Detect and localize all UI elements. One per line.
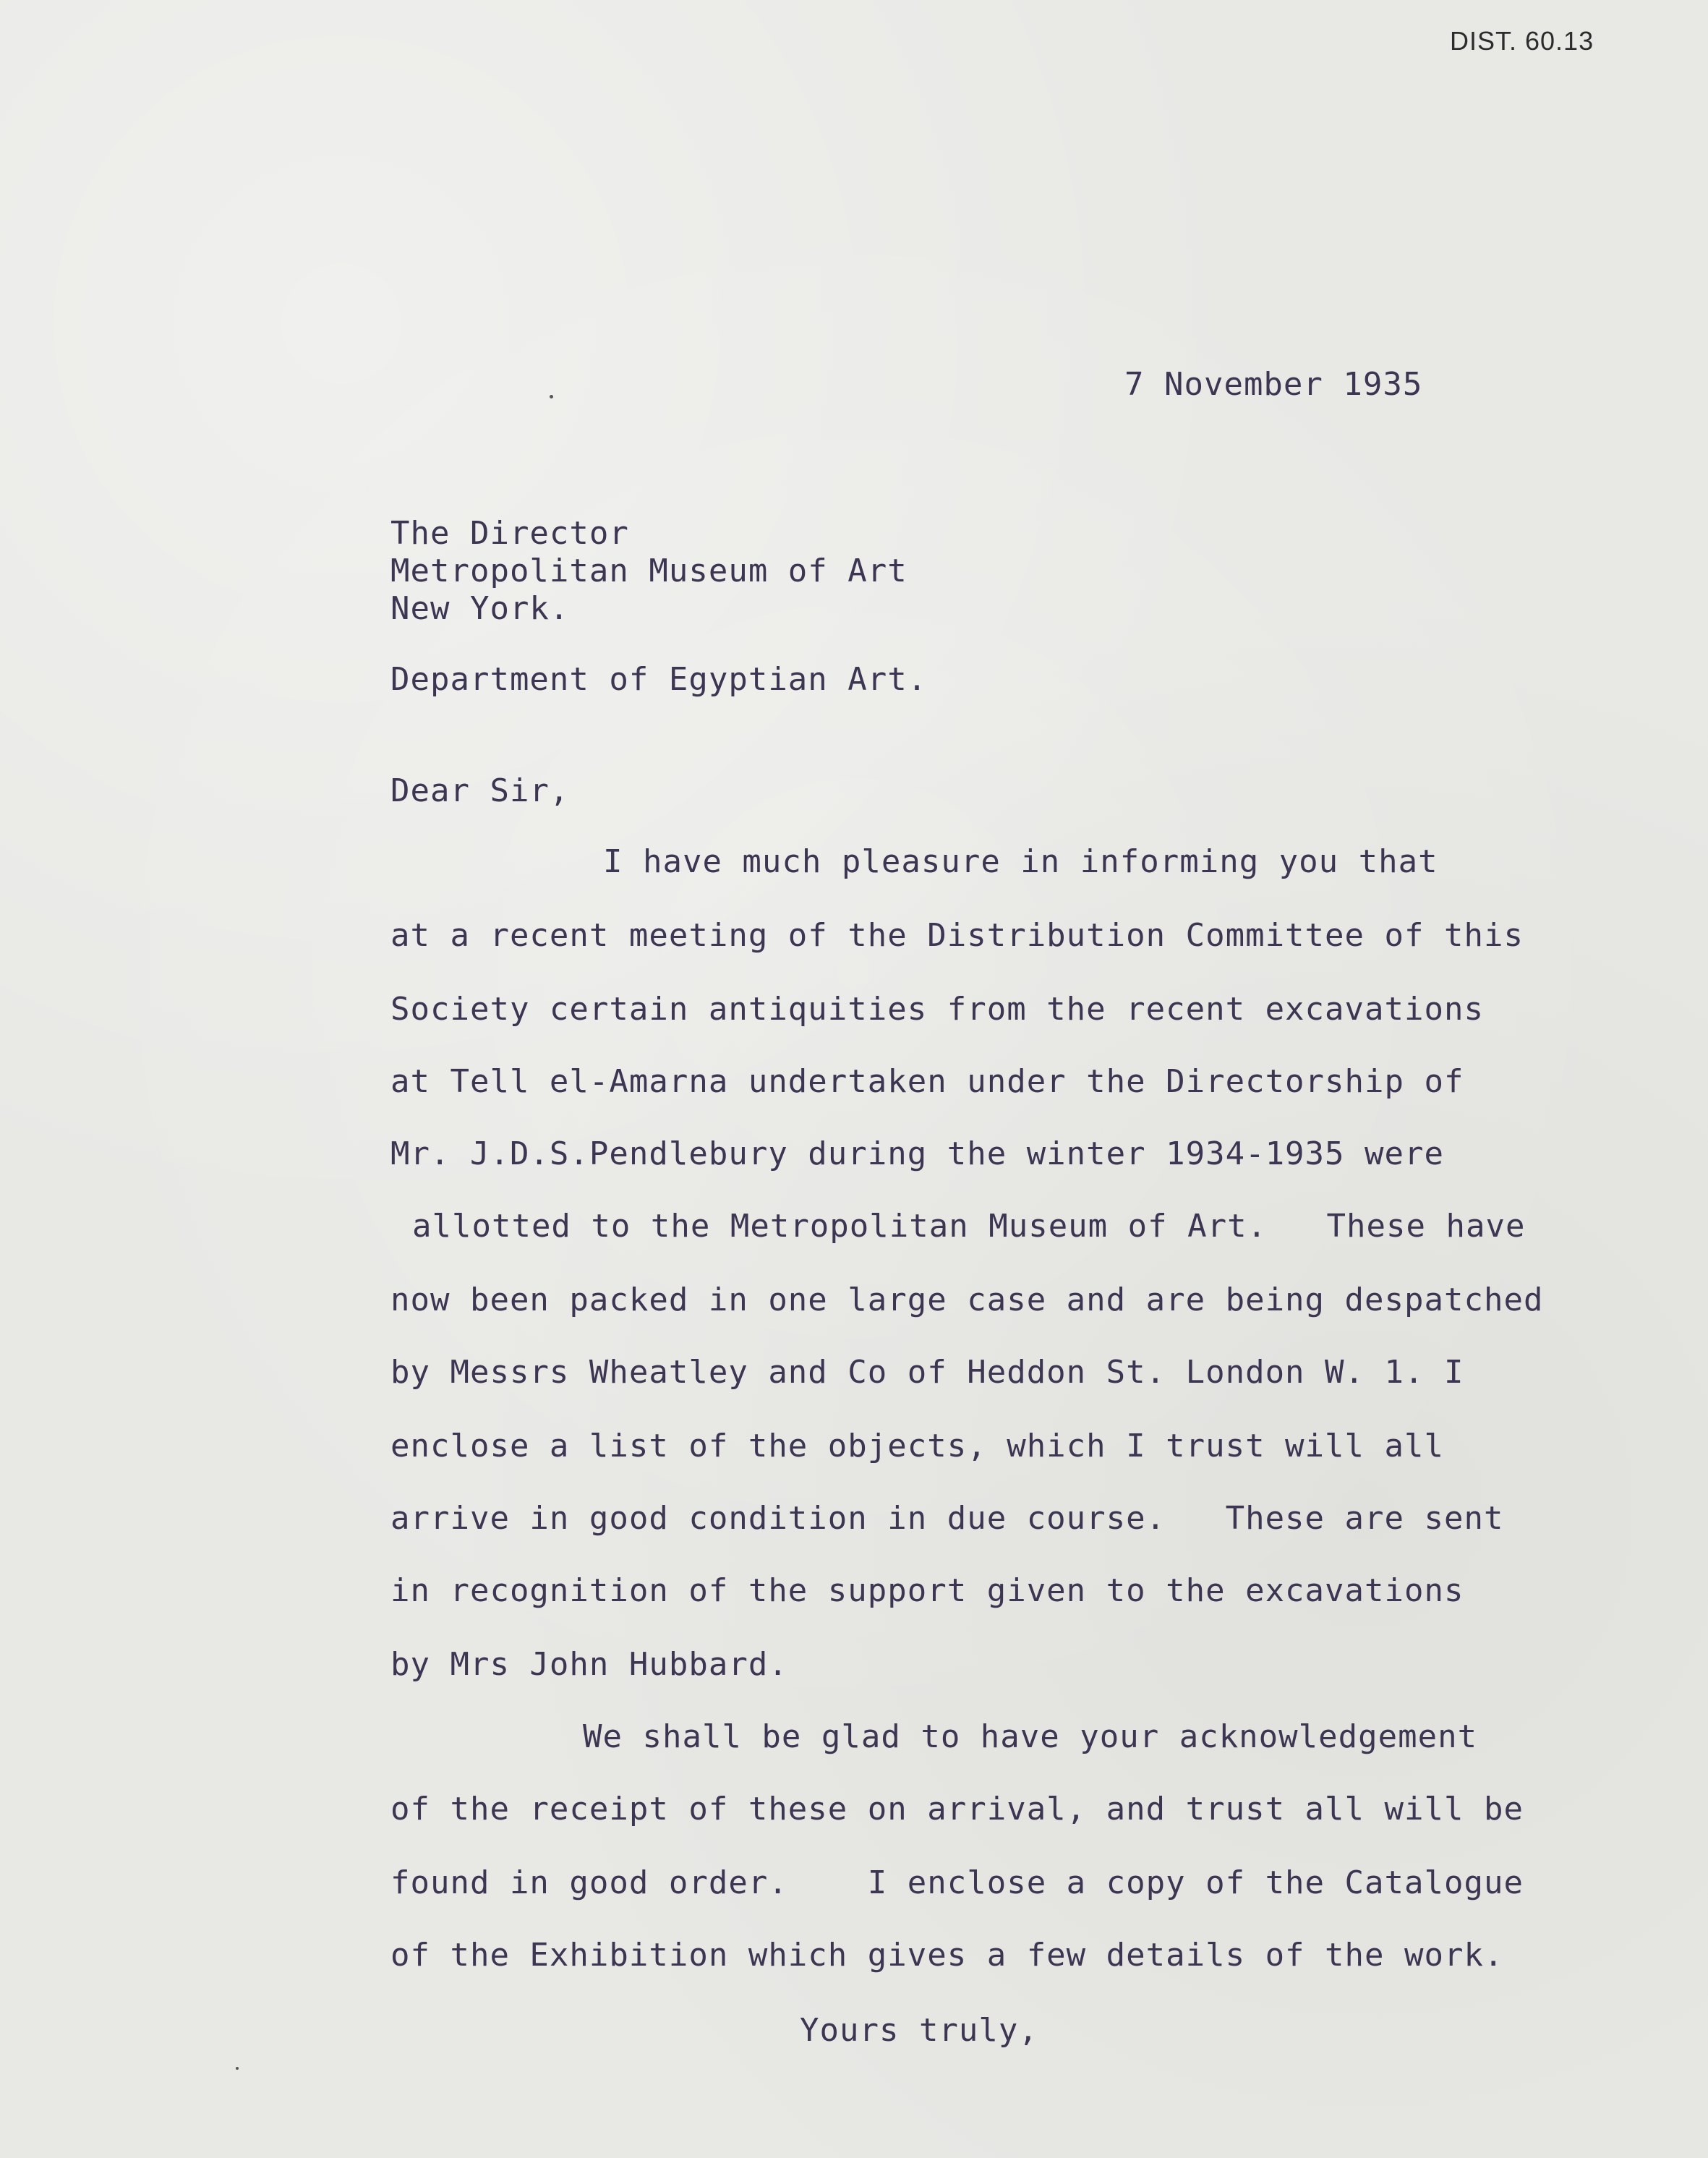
letter-date: 7 November 1935 [1124,366,1423,403]
paper-speck [236,2067,239,2070]
address-line-1: The Director [390,515,629,552]
body-line: I have much pleasure in informing you that [603,843,1438,880]
body-line: in recognition of the support given to the excavations [390,1572,1464,1609]
salutation: Dear Sir, [390,772,570,809]
body-line: enclose a list of the objects, which I trust will all [390,1428,1444,1464]
body-line: Mr. J.D.S.Pendlebury during the winter 1934-1935 were [390,1135,1444,1172]
body-line: Society certain antiquities from the recent excavations [390,991,1484,1028]
body-line: allotted to the Metropolitan Museum of Art. These have [412,1208,1526,1245]
body-line: at a recent meeting of the Distribution Committee of this [390,917,1524,954]
body-line: found in good order. I enclose a copy of the Catalogue [390,1864,1524,1901]
body-line: of the receipt of these on arrival, and trust all will be [390,1791,1524,1828]
body-line: now been packed in one large case and are being despatched [390,1281,1544,1318]
body-line: at Tell el-Amarna undertaken under the Directorship of [390,1063,1464,1100]
address-line-3: New York. [390,590,570,627]
department-line: Department of Egyptian Art. [390,661,928,698]
body-line: We shall be glad to have your acknowledgement [583,1718,1478,1755]
paper-speck [550,395,553,398]
reference-mark: DIST. 60.13 [1450,26,1594,56]
closing: Yours truly, [800,2012,1038,2049]
body-line: arrive in good condition in due course. These are sent [390,1500,1504,1537]
body-line: by Messrs Wheatley and Co of Heddon St. London W. 1. I [390,1354,1464,1391]
body-line: of the Exhibition which gives a few details of the work. [390,1937,1504,1974]
address-line-2: Metropolitan Museum of Art [390,553,908,589]
body-line: by Mrs John Hubbard. [390,1646,788,1683]
